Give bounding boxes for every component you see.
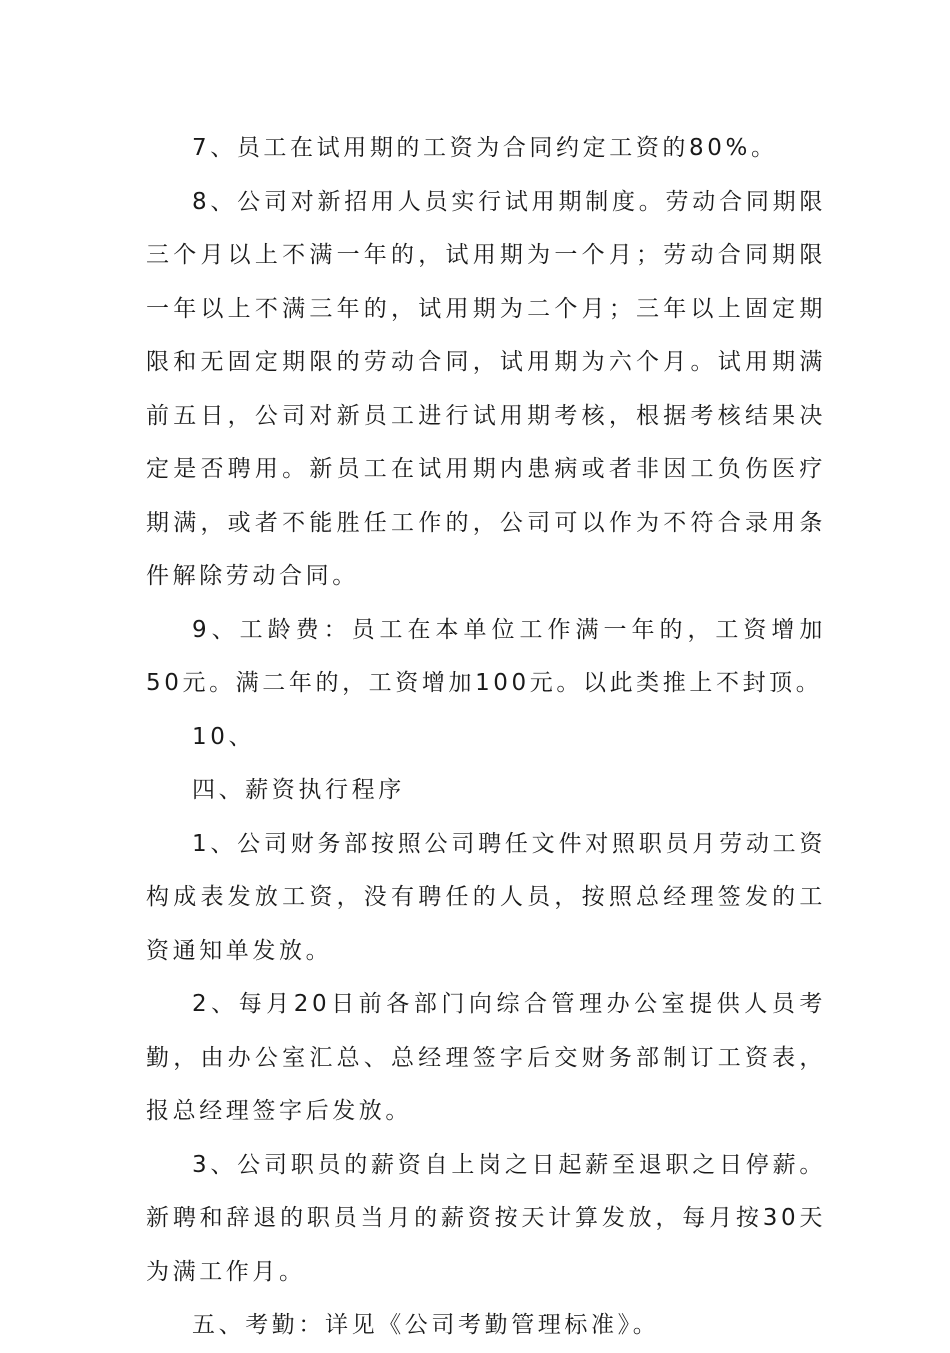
paragraph-procedure-2: 2、每月20日前各部门向综合管理办公室提供人员考勤，由办公室汇总、总经理签字后交财务部制订工资表，报总经理签字后发放。 [146, 991, 826, 1124]
section-heading-five: 五、考勤：详见《公司考勤管理标准》。 [192, 1312, 660, 1338]
paragraph-procedure-1: 1、公司财务部按照公司聘任文件对照职员月劳动工资构成表发放工资，没有聘任的人员，按照总经理签发的工资通知单发放。 [146, 830, 826, 964]
document-body [146, 122, 826, 1353]
section-heading-four: 四、薪资执行程序 [192, 777, 405, 803]
paragraph-item-9: 9、工龄费：员工在本单位工作满一年的，工资增加50元。满二年的，工资增加100元。以此类推上不封顶。 [146, 616, 826, 696]
paragraph-procedure-3: 3、公司职员的薪资自上岗之日起薪至退职之日停薪。新聘和辞退的职员当月的薪资按天计算发放，每月按30天为满工作月。 [146, 1151, 826, 1285]
paragraph-item-8: 8、公司对新招用人员实行试用期制度。劳动合同期限三个月以上不满一年的，试用期为一个月；劳动合同期限一年以上不满三年的，试用期为二个月；三年以上固定期限和无固定期限的劳动合同，试用期为六个月。试用期满前五日，公司对新员工进行试用期考核，根据考核结果决定是否聘用。新员工在试用期内患病或者非因工负伤医疗期满，或者不能胜任工作的，公司可以作为不符合录用条件解除劳动合同。 [146, 188, 826, 589]
paragraph-item-7: 7、员工在试用期的工资为合同约定工资的80%。 [192, 135, 778, 161]
paragraph-item-10: 10、 [192, 723, 256, 750]
